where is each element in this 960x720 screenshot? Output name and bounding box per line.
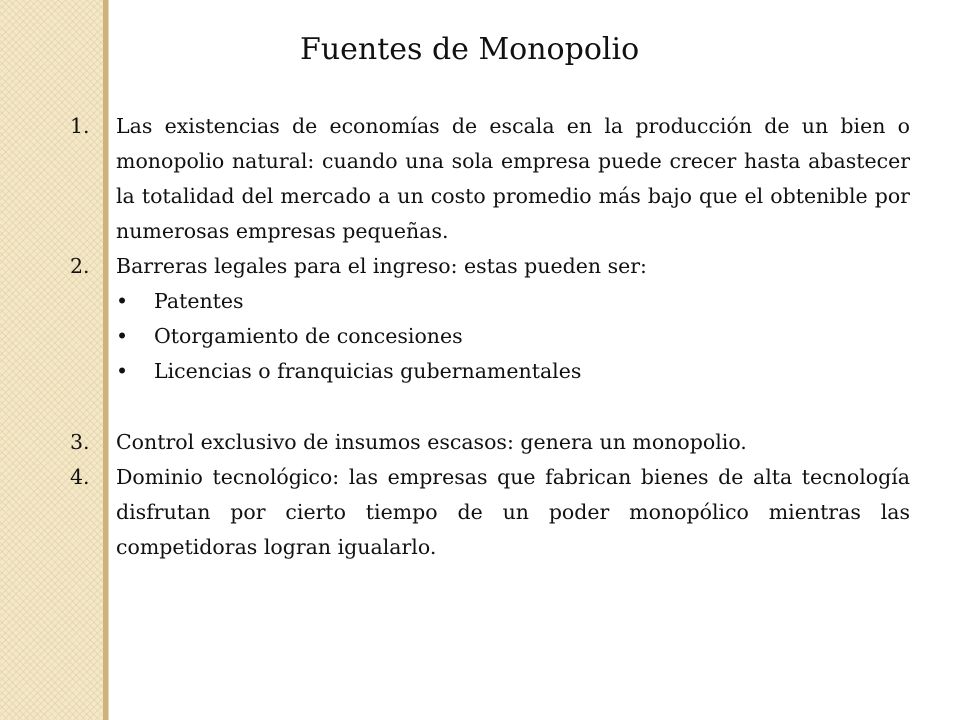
bullet-icon: •	[116, 359, 129, 383]
list-item-2	[70, 249, 910, 284]
bullet-icon: •	[116, 289, 129, 313]
list-number-2: 2.	[70, 254, 90, 278]
slide-title: Fuentes de Monopolio	[300, 32, 640, 67]
list-number-1: 1.	[70, 114, 90, 138]
spacer	[70, 389, 910, 425]
list-item-3	[70, 425, 910, 460]
bullet-text: Licencias o franquicias gubernamentales	[154, 359, 582, 383]
list-number-4: 4.	[70, 465, 90, 489]
list-text-2: Barreras legales para el ingreso: estas pueden ser:	[116, 254, 647, 278]
list-number-3: 3.	[70, 430, 90, 454]
bullet-text: Patentes	[154, 289, 244, 313]
bullet-item-concesiones	[70, 319, 910, 354]
bullet-item-patentes	[70, 284, 910, 319]
slide-content	[70, 109, 910, 565]
bullet-icon: •	[116, 324, 129, 348]
bullet-text: Otorgamiento de concesiones	[154, 324, 463, 348]
list-text-1: Las existencias de economías de escala en la producción de un bien o monopolio natural: cuando una sola empresa puede crecer hasta abastecer la totalidad del mercado a un costo promedio más bajo que el obtenible por numerosas empresas pequeñas.	[116, 114, 910, 243]
list-text-4: Dominio tecnológico: las empresas que fabrican bienes de alta tecnología disfrutan por cierto tiempo de un poder monopólico mientras las competidoras logran igualarlo.	[116, 465, 910, 559]
list-item-4	[70, 460, 910, 565]
list-item-1	[70, 109, 910, 249]
bullet-item-licencias	[70, 354, 910, 389]
list-text-3: Control exclusivo de insumos escasos: genera un monopolio.	[116, 430, 747, 454]
